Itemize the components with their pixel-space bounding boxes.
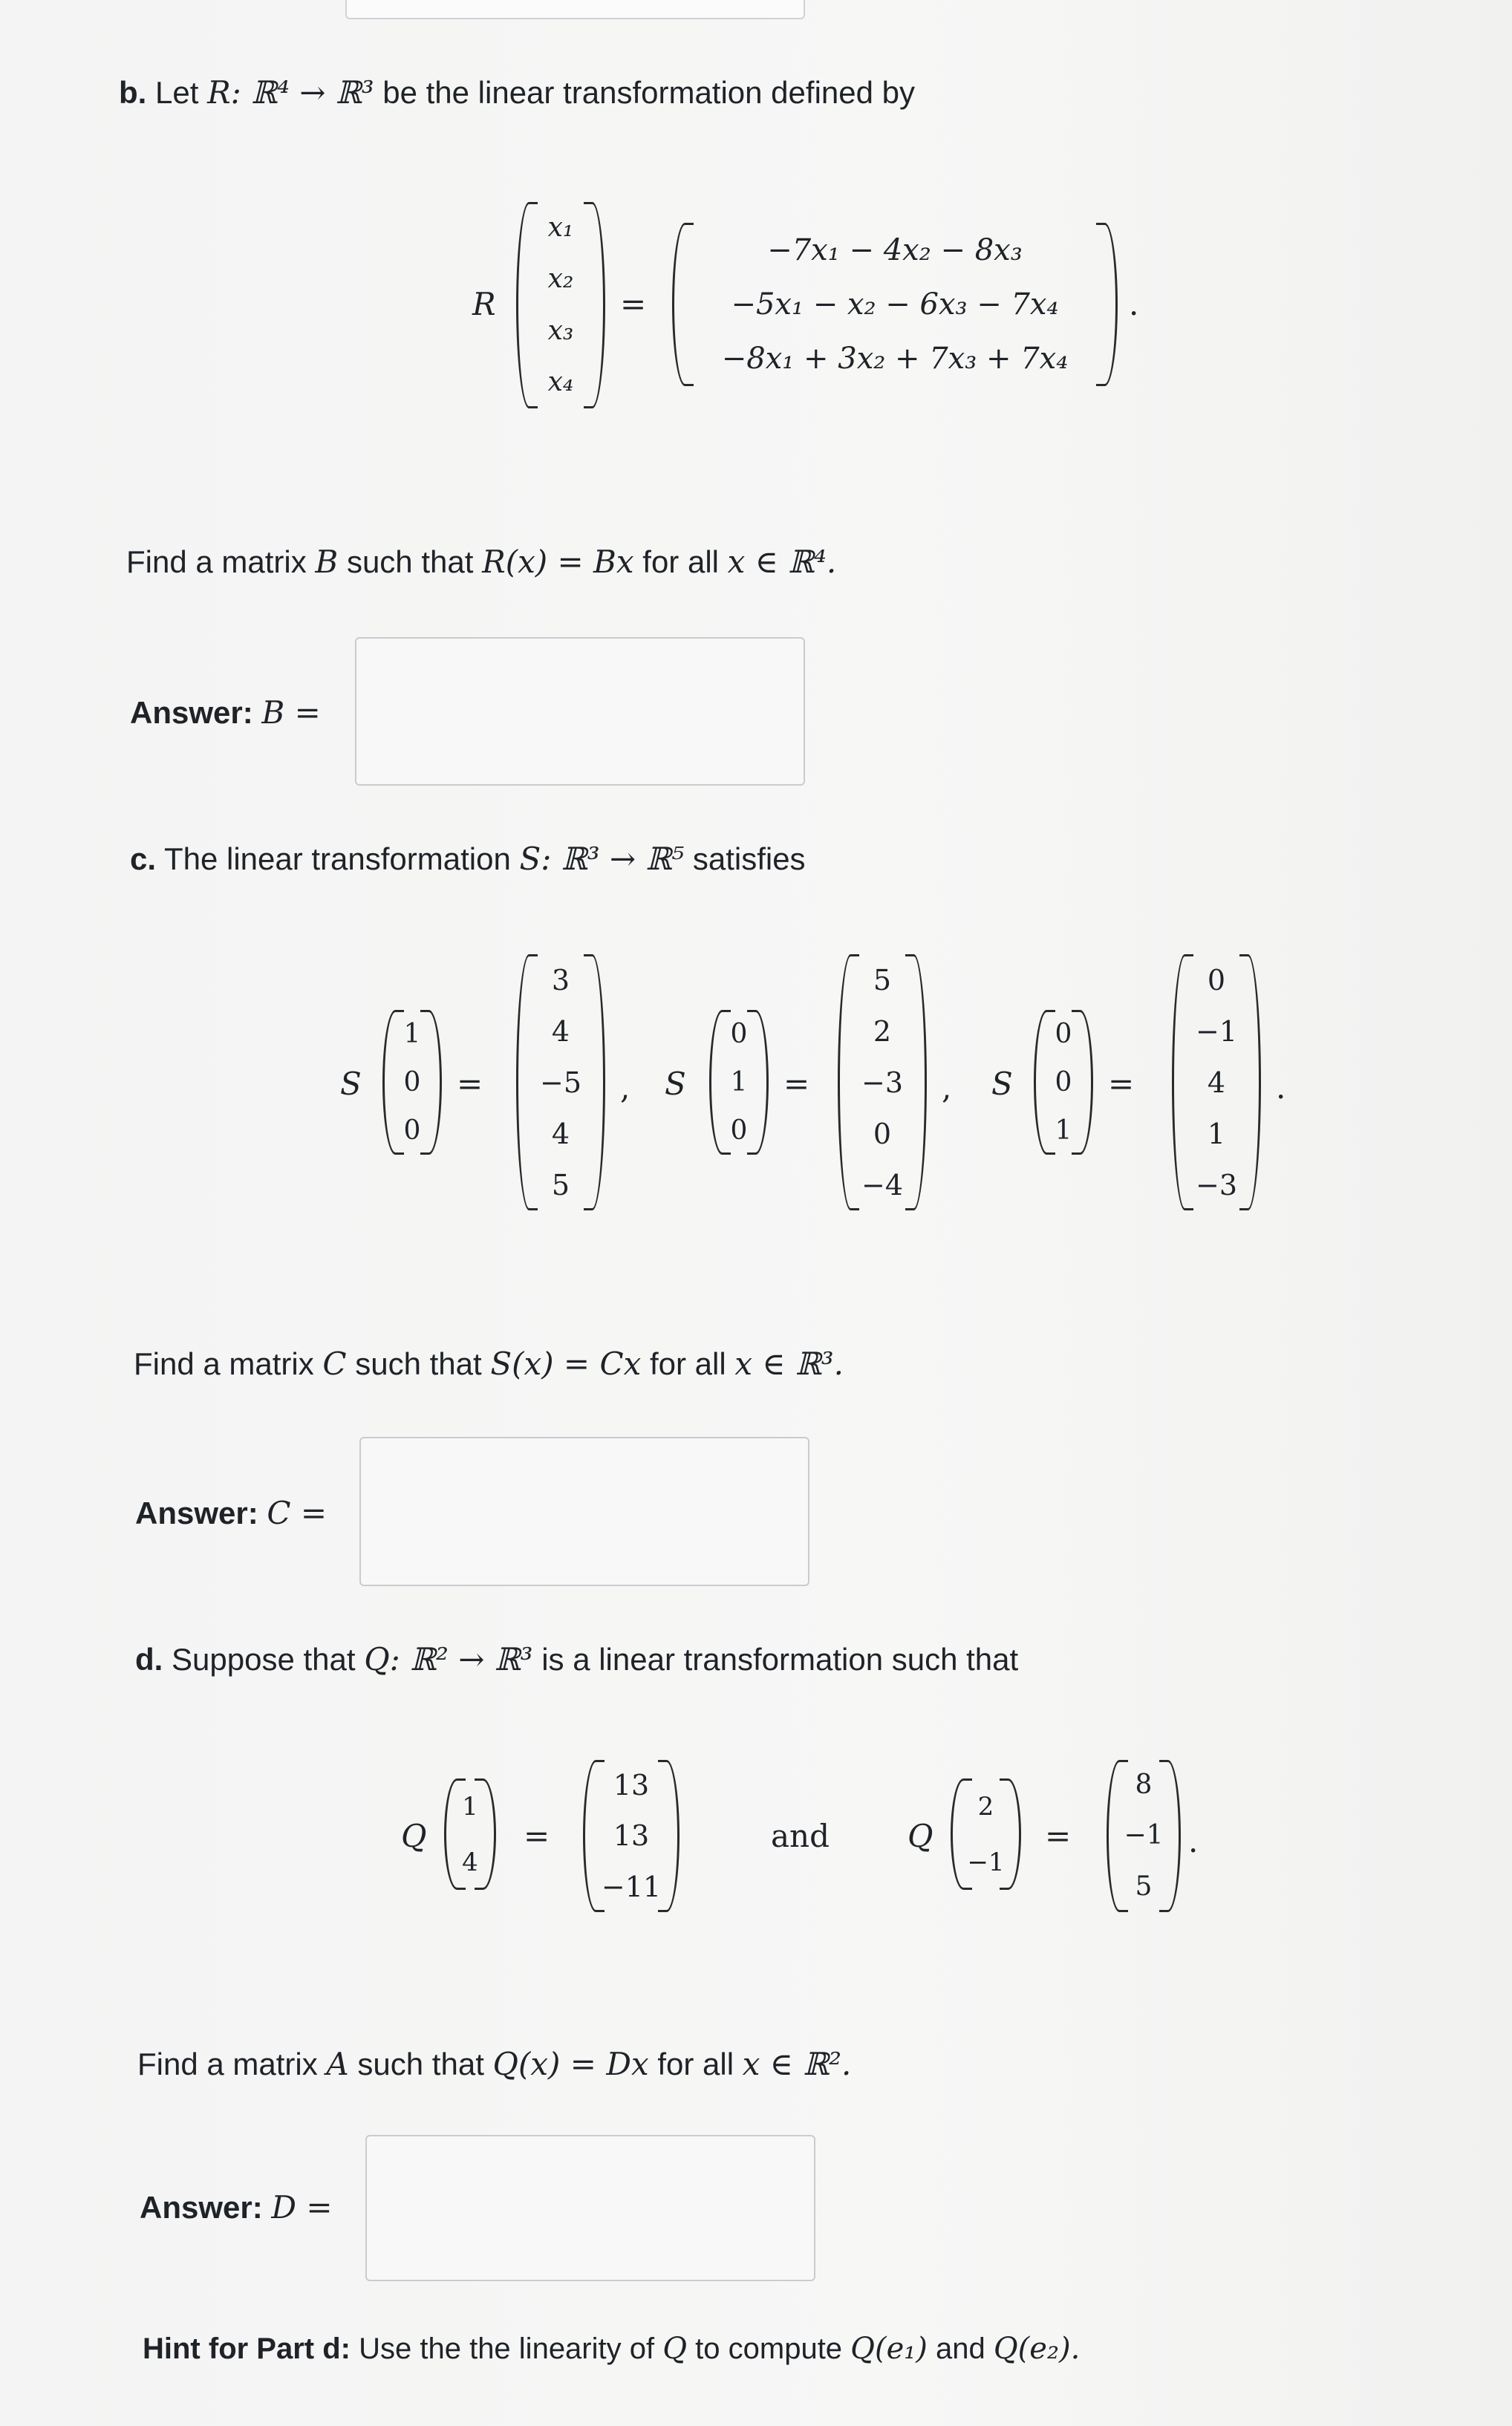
equals-sign: =: [1108, 1066, 1135, 1102]
vector-entry: 13: [613, 1769, 650, 1802]
separator: ,: [942, 1069, 952, 1106]
part-b-intro: b. Let R: ℝ⁴ → ℝ³ be the linear transformation defined by: [119, 74, 916, 111]
output-vector: [1172, 954, 1261, 1210]
vector-entry: 5: [551, 1168, 570, 1201]
fn-r: R: [472, 286, 496, 322]
vector-entry: 8: [1135, 1770, 1153, 1801]
vector-entry: 2: [977, 1791, 994, 1822]
input-basis-vector: [1034, 1010, 1093, 1155]
vector-entry: x₁: [547, 212, 574, 243]
separator: .: [1276, 1069, 1286, 1106]
fn-s: S: [991, 1066, 1013, 1102]
fn-s: S: [665, 1066, 686, 1102]
vector-entry: 0: [1055, 1018, 1072, 1049]
vector-entry: 5: [1135, 1871, 1153, 1902]
vector-entry: 13: [613, 1819, 650, 1853]
vector-entry: −5x₁ − x₂ − 6x₃ − 7x₄: [731, 287, 1059, 322]
equals-sign: =: [783, 1066, 810, 1102]
vector-entry: 0: [1055, 1066, 1072, 1098]
output-vector: [583, 1760, 680, 1912]
vector-entry: 1: [403, 1018, 421, 1049]
vector-entry: 2: [873, 1014, 892, 1048]
vector-entry: −5: [539, 1066, 582, 1099]
vector-entry: 0: [873, 1117, 892, 1150]
answer-b-input[interactable]: [355, 637, 805, 786]
input-vector: [951, 1778, 1021, 1890]
vector-entry: −1: [1195, 1014, 1238, 1048]
vector-entry: −3: [1195, 1168, 1238, 1201]
vector-entry: 1: [730, 1066, 748, 1098]
input-vector-x: [516, 202, 605, 408]
part-d-question: Find a matrix A such that Q(x) = Dx for all x ∈ ℝ².: [137, 2046, 852, 2082]
vector-entry: −1: [967, 1847, 1005, 1877]
separator: ,: [620, 1069, 630, 1106]
fn-q: Q: [907, 1818, 933, 1854]
vector-entry: 0: [1207, 963, 1226, 997]
equals-sign: =: [457, 1066, 483, 1102]
vector-entry: −3: [861, 1066, 904, 1099]
page: b. Let R: ℝ⁴ → ℝ³ be the linear transformation defined by R x₁ x₂ x₃ x₄ = −7x₁ − 4x₂ − 8x₃ −5x₁ − x₂ − 6x₃ − 7x₄ −8x₁ + 3x₂ + 7x₃ + 7x₄ . Find a matrix B such that R(x) = Bx for all x ∈ ℝ⁴. Answer: B = c. The linear transformation S: ℝ³ → ℝ⁵ satisfies S 1 0 0 = 3 4 −5 4 5 , S 0 1 0 = 5 2 −3 0 −4 , S 0 0 1 = 0 −1 4 1 −3 . Find a matrix C such that S(x) = Cx for all x ∈ ℝ³. Answer: C = d. Suppose that Q: ℝ² → ℝ³ is a linear transformation such that Q 1 4 = 13 13 −11 and Q 2 −1 = 8 −1 5 . Find a matrix A such that Q(x) = Dx for all x ∈ ℝ². Answer: D = Hint for Part d: Use the the linearity of Q to compute Q(e₁) and Q(e₂).: [0, 0, 1512, 2426]
vector-entry: 5: [873, 963, 892, 997]
part-d-answer-label: Answer: D =: [140, 2189, 333, 2226]
vector-entry: 4: [551, 1014, 570, 1048]
vector-entry: −8x₁ + 3x₂ + 7x₃ + 7x₄: [721, 342, 1069, 376]
vector-entry: 0: [730, 1115, 748, 1146]
vector-entry: x₃: [547, 315, 574, 346]
input-basis-vector: [382, 1010, 442, 1155]
equals-sign: =: [1045, 1818, 1072, 1854]
part-c-intro: c. The linear transformation S: ℝ³ → ℝ⁵ satisfies: [130, 841, 806, 877]
vector-entry: 0: [403, 1066, 421, 1098]
part-b-answer-label: Answer: B =: [130, 694, 321, 731]
answer-d-input[interactable]: [365, 2135, 815, 2281]
fn-s: S: [340, 1066, 362, 1102]
and-word: and: [771, 1818, 830, 1854]
vector-entry: 0: [730, 1018, 748, 1049]
vector-entry: x₂: [547, 264, 574, 295]
output-vector: [1107, 1760, 1181, 1912]
vector-entry: 4: [551, 1117, 570, 1150]
vector-entry: 4: [1207, 1066, 1226, 1099]
input-basis-vector: [709, 1010, 769, 1155]
vector-entry: 1: [1055, 1115, 1072, 1146]
vector-entry: 0: [403, 1115, 421, 1146]
output-vector: [838, 954, 927, 1210]
answer-c-input[interactable]: [359, 1437, 809, 1586]
vector-entry: −4: [861, 1168, 904, 1201]
equals-sign: =: [524, 1818, 550, 1854]
previous-answer-box[interactable]: [345, 0, 805, 19]
part-c-answer-label: Answer: C =: [135, 1495, 328, 1531]
input-vector: [444, 1778, 496, 1890]
output-vector-r: [672, 223, 1118, 386]
vector-entry: 4: [462, 1847, 478, 1877]
vector-entry: 1: [462, 1791, 478, 1822]
part-c-question: Find a matrix C such that S(x) = Cx for all x ∈ ℝ³.: [134, 1346, 844, 1382]
part-b-question: Find a matrix B such that R(x) = Bx for all x ∈ ℝ⁴.: [126, 544, 837, 580]
vector-entry: −7x₁ − 4x₂ − 8x₃: [767, 232, 1023, 267]
output-vector: [516, 954, 605, 1210]
vector-entry: −1: [1124, 1820, 1164, 1851]
vector-entry: 3: [551, 963, 570, 997]
hint-part-d: Hint for Part d: Use the the linearity of Q to compute Q(e₁) and Q(e₂).: [143, 2332, 1081, 2366]
vector-entry: x₄: [547, 367, 574, 398]
separator: .: [1188, 1823, 1199, 1859]
fn-q: Q: [401, 1818, 427, 1854]
vector-entry: −11: [601, 1870, 662, 1903]
vector-entry: 1: [1207, 1117, 1226, 1150]
part-d-intro: d. Suppose that Q: ℝ² → ℝ³ is a linear transformation such that: [135, 1641, 1019, 1677]
